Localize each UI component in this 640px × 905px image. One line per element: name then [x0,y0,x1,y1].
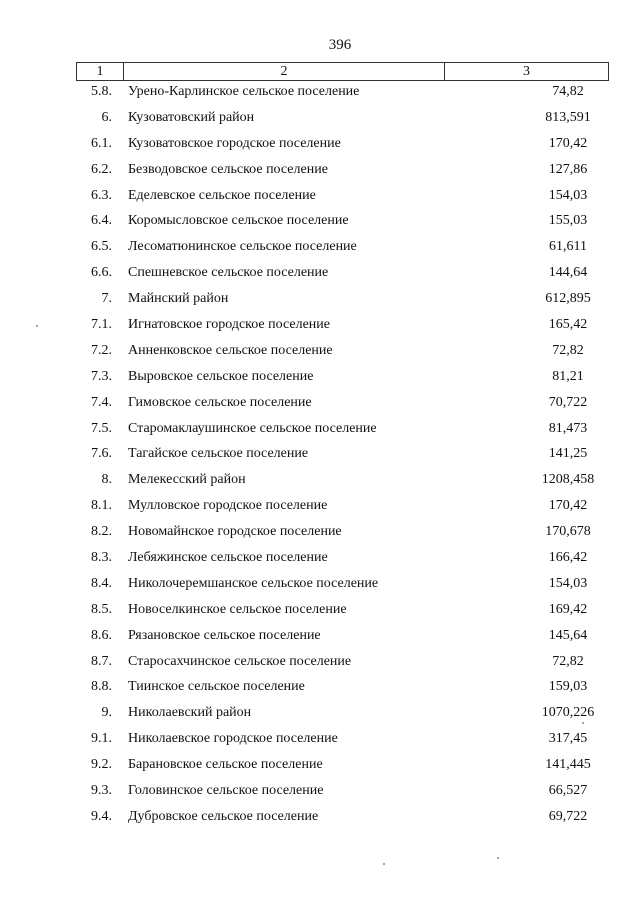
row-name: Урено-Карлинское сельское поселение [128,83,360,99]
column-header-1: 1 [76,62,124,81]
row-name: Рязановское сельское поселение [128,627,321,643]
row-number: 9.1. [91,731,112,747]
row-value: 127,86 [548,161,588,177]
row-name: Кузоватовский район [128,109,255,125]
row-value: 170,42 [548,498,588,514]
table-row [0,519,640,545]
row-value: 159,03 [548,679,588,695]
row-name: Лебяжинское сельское поселение [128,549,328,565]
row-value: 317,45 [548,731,588,747]
row-number: 8.6. [91,627,112,643]
table-row [0,364,640,390]
row-number: 6.3. [91,187,112,203]
table-row [0,467,640,493]
row-value: 170,42 [548,135,588,151]
row-number: 7. [101,291,112,307]
table-row [0,597,640,623]
row-name: Новоселкинское сельское поселение [128,601,347,617]
row-value: 155,03 [548,213,588,229]
row-name: Еделевское сельское поселение [128,187,316,203]
row-name: Кузоватовское городское поселение [128,135,341,151]
row-name: Гимовское сельское поселение [128,394,312,410]
row-number: 5.8. [91,83,112,99]
row-value: 166,42 [548,549,588,565]
row-number: 7.6. [91,446,112,462]
row-name: Барановское сельское поселение [128,757,323,773]
row-value: 61,611 [549,239,587,255]
row-name: Анненковское сельское поселение [128,342,333,358]
column-header-3: 3 [445,62,609,81]
row-value: 141,445 [545,757,591,773]
row-number: 6. [101,109,112,125]
row-name: Николочеремшанское сельское поселение [128,575,379,591]
row-number: 8.7. [91,653,112,669]
row-name: Майнский район [128,291,229,307]
table-row [0,493,640,519]
row-number: 7.1. [91,316,112,332]
row-name: Старомаклаушинское сельское поселение [128,420,377,436]
row-number: 6.2. [91,161,112,177]
page-number: 396 [328,37,352,53]
row-number: 7.2. [91,342,112,358]
row-value: 169,42 [548,601,588,617]
scan-speck [383,863,385,865]
row-number: 8.3. [91,549,112,565]
scan-speck [36,325,38,327]
table-row [0,649,640,675]
row-value: 165,42 [548,316,588,332]
row-name: Безводовское сельское поселение [128,161,328,177]
row-number: 6.1. [91,135,112,151]
row-value: 154,03 [548,187,588,203]
table-row [0,338,640,364]
row-value: 612,895 [545,291,591,307]
row-name: Старосахчинское сельское поселение [128,653,352,669]
table-row [0,312,640,338]
row-value: 74,82 [552,83,584,99]
table-row [0,183,640,209]
row-number: 8.4. [91,575,112,591]
row-number: 9. [101,705,112,721]
table-row [0,234,640,260]
row-value: 81,473 [548,420,588,436]
table-row [0,208,640,234]
row-number: 7.5. [91,420,112,436]
table-row [0,157,640,183]
table-row [0,79,640,105]
table-row [0,416,640,442]
row-value: 154,03 [548,575,588,591]
row-name: Головинское сельское поселение [128,782,324,798]
row-name: Николаевское городское поселение [128,731,338,747]
table-row [0,700,640,726]
row-number: 8.2. [91,524,112,540]
table-row [0,390,640,416]
row-name: Николаевский район [128,705,252,721]
row-value: 81,21 [552,368,584,384]
row-value: 1070,226 [541,705,595,721]
table-row [0,131,640,157]
row-number: 9.3. [91,782,112,798]
row-value: 813,591 [545,109,591,125]
row-number: 8.8. [91,679,112,695]
row-value: 66,527 [548,782,588,798]
table-row [0,726,640,752]
row-number: 7.3. [91,368,112,384]
row-name: Мулловское городское поселение [128,498,328,514]
row-value: 145,64 [548,627,588,643]
row-value: 170,678 [545,524,591,540]
table-row [0,260,640,286]
row-number: 8. [101,472,112,488]
row-value: 72,82 [552,653,584,669]
row-value: 72,82 [552,342,584,358]
row-name: Тагайское сельское поселение [128,446,309,462]
table-row [0,804,640,830]
row-name: Игнатовское городское поселение [128,316,330,332]
row-value: 141,25 [548,446,588,462]
row-value: 69,722 [548,808,588,824]
row-number: 7.4. [91,394,112,410]
row-value: 1208,458 [541,472,595,488]
row-number: 9.2. [91,757,112,773]
row-value: 144,64 [548,265,588,281]
row-name: Коромысловское сельское поселение [128,213,349,229]
row-number: 9.4. [91,808,112,824]
table-row [0,674,640,700]
row-value: 70,722 [548,394,588,410]
scan-speck [582,722,584,724]
row-number: 6.5. [91,239,112,255]
row-number: 8.5. [91,601,112,617]
table-row [0,623,640,649]
row-name: Лесоматюнинское сельское поселение [128,239,357,255]
row-name: Новомайнское городское поселение [128,524,342,540]
row-name: Дубровское сельское поселение [128,808,319,824]
table-row [0,545,640,571]
row-name: Тиинское сельское поселение [128,679,305,695]
scan-speck [497,857,499,859]
row-number: 6.4. [91,213,112,229]
row-number: 8.1. [91,498,112,514]
row-name: Мелекесский район [128,472,246,488]
table-row [0,286,640,312]
table-row [0,105,640,131]
row-number: 6.6. [91,265,112,281]
row-name: Выровское сельское поселение [128,368,314,384]
row-name: Спешневское сельское поселение [128,265,329,281]
table-row [0,752,640,778]
table-row [0,441,640,467]
column-header-2: 2 [124,62,445,81]
table-body [0,79,640,830]
table-row [0,778,640,804]
table-row [0,571,640,597]
